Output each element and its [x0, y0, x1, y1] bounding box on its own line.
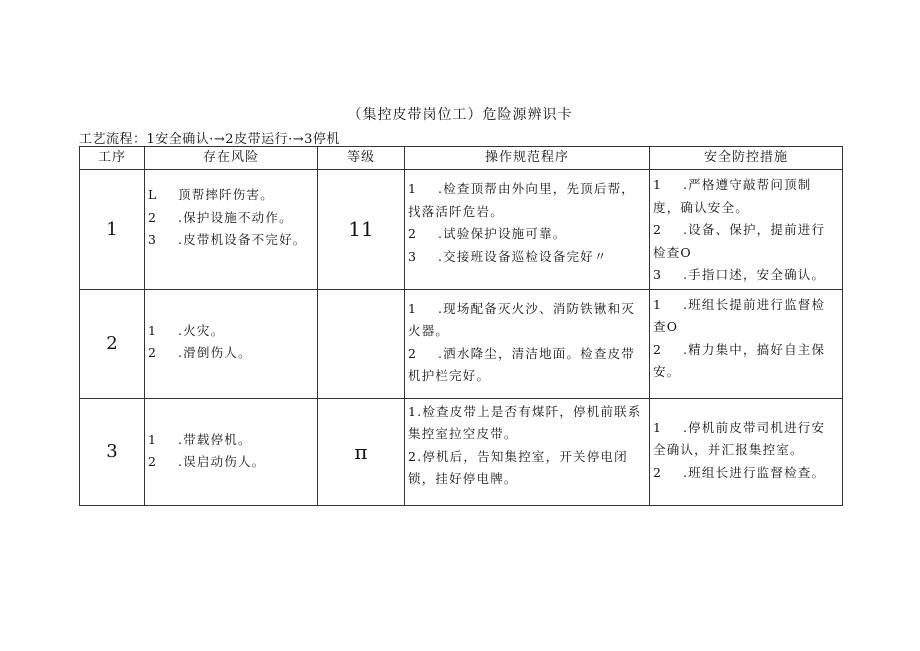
procedure-item: 2.停机后，告知集控室，开关停电闭锁，挂好停电牌。	[408, 448, 628, 486]
risk-level: 11	[318, 170, 405, 290]
risk-item: 1 .带载停机。	[148, 431, 252, 447]
header-measures: 安全防控措施	[650, 147, 843, 170]
risk-item: 1 .火灾。	[148, 322, 225, 338]
step-number: 3	[80, 398, 145, 505]
measure-item: 1 .班组长提前进行监督检查O	[653, 296, 826, 334]
header-step: 工序	[80, 147, 145, 170]
risk-item: 2 .保护设施不动作。	[148, 209, 293, 225]
procedure-item: 1 .现场配备灭火沙、消防铁锹和灭火器。	[408, 300, 635, 338]
procedure-item: 2 .试验保护设施可靠。	[408, 226, 567, 241]
measures-cell	[650, 170, 843, 290]
risk-item: L 顶帮摔阡伤害。	[148, 187, 274, 202]
hazard-table	[79, 146, 843, 506]
procedure-item: 1 .检查顶帮由外向里，先顶后帮，找落活阡危岩。	[408, 181, 635, 219]
measure-item: 1 .严格遵守敲帮问顶制度，确认安全。	[653, 177, 812, 215]
procedure-item: 1.检查皮带上是否有煤阡，停机前联系集控室拉空皮带。	[408, 403, 642, 441]
header-row	[80, 147, 843, 170]
procedure-item: 2 .洒水降尘，清洁地面。检查皮带机护栏完好。	[408, 345, 635, 383]
risk-level	[318, 289, 405, 398]
risk-cell	[145, 289, 318, 398]
header-level: 等级	[318, 147, 405, 170]
procedure-cell	[405, 170, 650, 290]
header-procedure: 操作规范程序	[405, 147, 650, 170]
process-flow: 工艺流程：1安全确认·→2皮带运行·→3停机	[79, 132, 340, 147]
measure-item: 3 .手指口述，安全确认。	[653, 267, 826, 282]
table-row	[80, 289, 843, 398]
table-row	[80, 398, 843, 505]
measures-cell	[650, 398, 843, 505]
procedure-item: 3 .交接班设备巡检设备完好〃	[408, 248, 608, 264]
risk-item: 3 .皮带机设备不完好。	[148, 232, 307, 247]
measure-item: 2 .设备、保护，提前进行检查O	[653, 222, 826, 260]
risk-item: 2 .滑倒伤人。	[148, 345, 252, 360]
procedure-cell	[405, 289, 650, 398]
card-title: （集控皮带岗位工）危险源辨识卡	[347, 107, 573, 123]
measure-item: 2 .班组长进行监督检查。	[653, 464, 826, 480]
measure-item: 2 .精力集中，搞好自主保安。	[653, 341, 826, 379]
measures-cell	[650, 289, 843, 398]
table-row	[80, 170, 843, 290]
step-number: 2	[80, 289, 145, 398]
step-number: 1	[80, 170, 145, 290]
risk-level: π	[318, 398, 405, 505]
risk-cell	[145, 398, 318, 505]
risk-item: 2 .误启动伤人。	[148, 454, 266, 469]
risk-cell	[145, 170, 318, 290]
header-risk: 存在风险	[145, 147, 318, 170]
procedure-cell	[405, 398, 650, 505]
measure-item: 1 .停机前皮带司机进行安全确认，并汇报集控室。	[653, 419, 826, 457]
